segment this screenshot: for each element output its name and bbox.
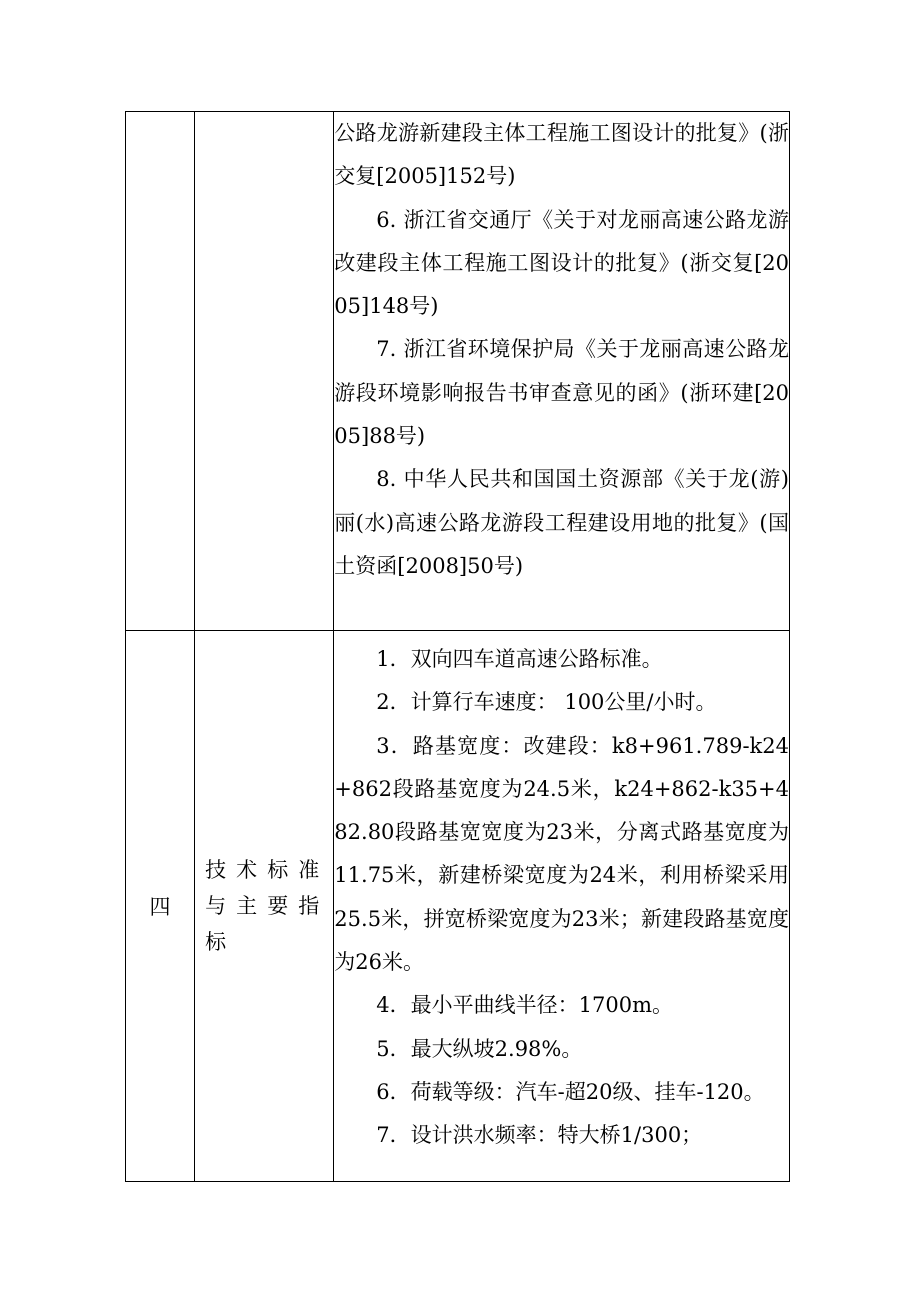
row2-paragraph-1: 1．双向四车道高速公路标准。 bbox=[376, 647, 663, 671]
row2-paragraph-7: 7．设计洪水频率：特大桥1/300； bbox=[376, 1123, 703, 1148]
row1-paragraph-2: 6. 浙江省交通厅《关于对龙丽高速公路龙游改建段主体工程施工图设计的批复》(浙交复[2005]148号) bbox=[334, 207, 789, 319]
row1-content-cell bbox=[334, 112, 790, 631]
row1-paragraph-3: 7. 浙江省环境保护局《关于龙丽高速公路龙游段环境影响报告书审查意见的函》(浙环建[2005]88号) bbox=[334, 337, 789, 449]
row1-number-cell bbox=[126, 112, 195, 631]
row2-paragraph-6: 6．荷载等级：汽车-超20级、挂车-120。 bbox=[376, 1079, 765, 1104]
table-row bbox=[126, 631, 790, 1182]
row1-label-cell bbox=[195, 112, 334, 631]
row2-label-cell: 技术标准与主要指标 bbox=[195, 631, 334, 1182]
table-row bbox=[126, 112, 790, 631]
row2-paragraph-3: 3．路基宽度：改建段：k8+961.789-k24+862段路基宽度为24.5米，k24+862-k35+482.80段路基宽宽度为23米，分离式路基宽度为11.75米，新建桥梁宽度为24米，利用桥梁采用25.5米，拼宽桥梁宽度为23米；新建段路基宽度为26米。 bbox=[334, 733, 789, 975]
row1-paragraph-1: 公路龙游新建段主体工程施工图设计的批复》(浙交复[2005]152号) bbox=[334, 121, 789, 189]
row2-content-cell bbox=[334, 631, 790, 1182]
row2-paragraph-5: 5．最大纵坡2.98%。 bbox=[376, 1036, 583, 1061]
row2-paragraph-4: 4．最小平曲线半径：1700m。 bbox=[376, 993, 674, 1018]
row2-number-cell: 四 bbox=[126, 631, 195, 1182]
row2-paragraph-2: 2．计算行车速度： 100公里/小时。 bbox=[376, 690, 717, 715]
document-table bbox=[125, 111, 790, 1182]
row1-paragraph-4: 8. 中华人民共和国国土资源部《关于龙(游)丽(水)高速公路龙游段工程建设用地的批复》(国土资函[2008]50号) bbox=[334, 467, 789, 578]
